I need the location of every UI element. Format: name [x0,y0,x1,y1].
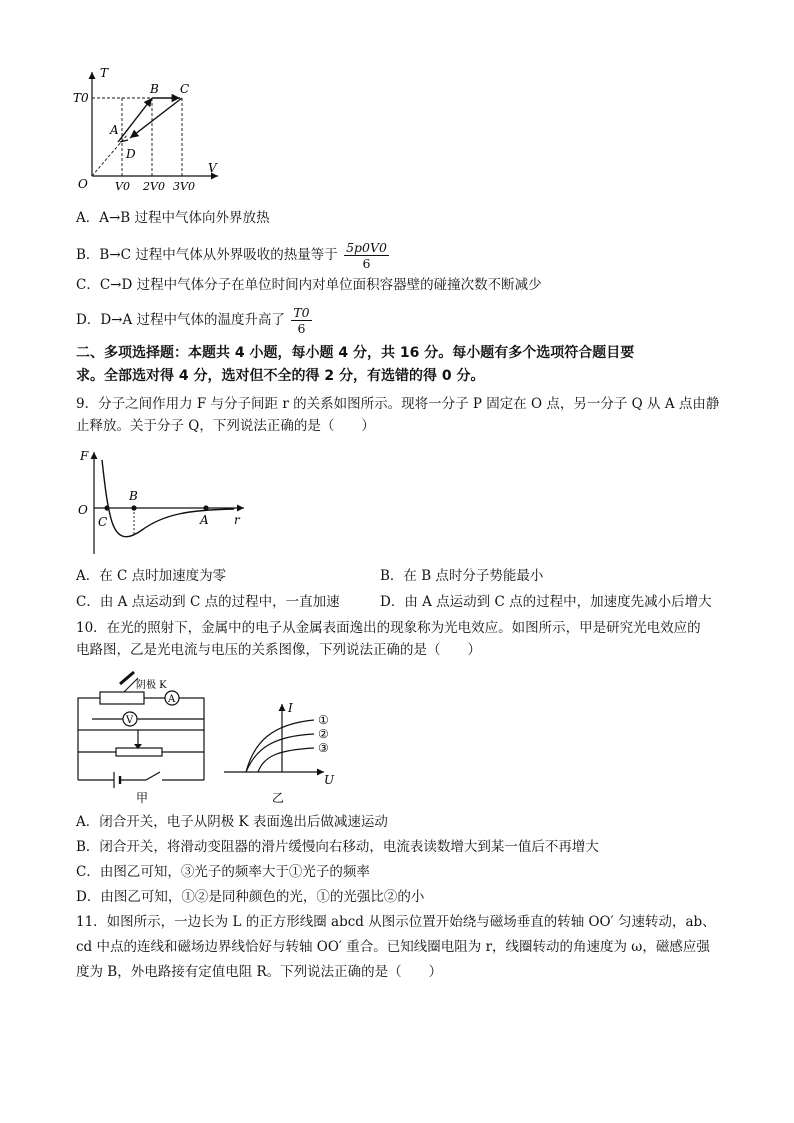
q11-line3: 度为 B，外电路接有定值电阻 R。下列说法正确的是（ ） [76,964,443,980]
q8-option-d [76,305,312,336]
label-t0: T0 [73,91,89,105]
q10-option-c: C．由图乙可知，③光子的频率大于①光子的频率 [76,864,370,880]
label-v0: V0 [115,180,130,193]
curve-1 [246,720,314,772]
label-u: U [324,773,335,787]
point-a [203,505,208,510]
q8-option-b [76,240,389,271]
force-curve [102,460,234,537]
label-c3: ③ [318,741,329,755]
label-c2: ② [318,727,329,741]
q9-option-c: C．由 A 点运动到 C 点的过程中，一直加速 [76,594,340,610]
curve-3 [258,748,314,772]
q8-b-numerator: 5p0V0 [346,240,387,255]
label-r9: r [234,513,240,527]
q10-stem-line1: 10．在光的照射下，金属中的电子从金属表面逸出的现象称为光电效应。如图所示，甲是研究光电效应的 [76,620,701,636]
q9-option-d: D．由 A 点运动到 C 点的过程中，加速度先减小后增大 [380,594,712,610]
q10-option-d: D．由图乙可知，①②是同种颜色的光，①的光强比②的小 [76,889,425,905]
q8-d-prefix: D． [76,312,101,328]
q9-stem-line2: 止释放。关于分子 Q，下列说法正确的是（ ） [76,418,375,434]
q8-c-text: C→D 过程中气体分子在单位时间内对单位面积容器壁的碰撞次数不断减少 [99,277,542,293]
section2-line1: 二、多项选择题：本题共 4 小题，每小题 4 分，共 16 分。每小题有多个选项符合题目要 [76,345,635,361]
path-cd [130,98,182,138]
label-t: T [100,66,109,80]
tv-diagram [70,62,230,198]
label-o9: O [78,503,88,517]
q8-d-denominator: 6 [297,321,306,336]
q11-line2: cd 中点的连线和磁场边界线恰好与转轴 OO′ 重合。已知线圈电阻为 r，线圈转动的角速度为 ω，磁感应强 [76,939,710,955]
q8-a-prefix: A． [76,210,100,226]
q8-c-prefix: C． [76,277,100,293]
q8-b-text: B→C 过程中气体从外界吸收的热量等于 [99,247,338,263]
label-i: I [288,701,293,715]
q8-b-denominator: 6 [362,256,371,271]
q9-option-b: B．在 B 点时分子势能最小 [380,568,544,584]
q8-b-prefix: B． [76,247,100,263]
label-yi: 乙 [272,791,285,805]
label-c1: ① [318,713,329,727]
label-3v0: 3V0 [173,180,195,193]
label-2v0: 2V0 [143,180,165,193]
force-distance-diagram [74,446,254,558]
q8-option-a [76,208,270,228]
q10-stem-line2: 电路图，乙是光电流与电压的关系图像，下列说法正确的是（ ） [76,642,481,658]
label-o: O [78,177,88,191]
q11-line1: 11．如图所示，一边长为 L 的正方形线圈 abcd 从图示位置开始绕与磁场垂直的转轴 OO′ 匀速转动，ab、 [76,914,716,930]
label-v: V [208,161,217,175]
q8-option-c [76,275,542,295]
cathode-label: 阴极 K [136,680,167,691]
q8-d-fraction [291,305,311,336]
label-b: B [150,82,159,96]
point-c [104,505,109,510]
label-c9: C [98,515,108,529]
path-da [120,140,128,142]
section2-line2: 求。全部选对得 4 分，选对但不全的得 2 分，有选错的得 0 分。 [76,368,485,384]
origin-dashed [92,134,128,176]
voltmeter-label: V [126,715,134,726]
q8-d-text: D→A 过程中气体的温度升高了 [100,312,286,328]
rheostat [116,748,162,756]
q8-b-fraction [344,240,389,271]
q9-option-a: A．在 C 点时加速度为零 [76,568,227,584]
q9-stem-line1: 9．分子之间作用力 F 与分子间距 r 的关系如图所示。现将一分子 P 固定在 O 点，另一分子 Q 从 A 点由静 [76,396,720,412]
photoelectric-circuit [72,664,214,806]
label-jia: 甲 [136,791,149,805]
switch [146,772,160,780]
ammeter-label: A [168,694,176,705]
phototube [100,692,144,704]
q8-a-text: A→B 过程中气体向外界放热 [99,210,270,226]
q8-d-numerator: T0 [293,305,310,320]
label-a: A [110,123,119,137]
label-f: F [80,449,89,463]
label-b9: B [129,489,138,503]
label-a9: A [200,513,209,527]
path-ab [118,98,152,142]
label-d: D [126,147,136,161]
light-beam [120,672,134,684]
label-c: C [180,82,190,96]
iu-graph [220,700,340,806]
q10-option-b: B．闭合开关，将滑动变阻器的滑片缓慢向右移动，电流表读数增大到某一值后不再增大 [76,839,599,855]
q10-option-a: A．闭合开关，电子从阴极 K 表面逸出后做减速运动 [76,814,388,830]
